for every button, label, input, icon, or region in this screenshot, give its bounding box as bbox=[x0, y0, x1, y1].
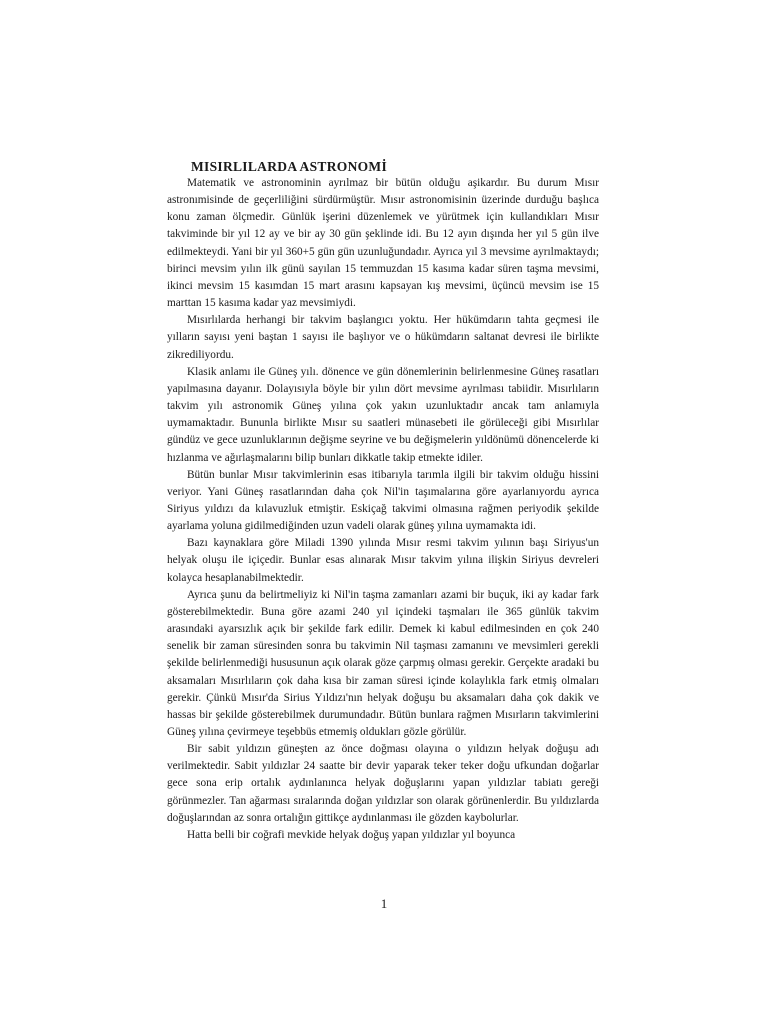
paragraph-7: Bir sabit yıldızın güneşten az önce doğması olayına o yıldızın helyak doğuşu adı verilmektedir. Sabit yıldızlar 24 saatte bir devir yaparak teker teker doğu ufkundan doğarlar gece sona erip ortalık aydınlanınca helyak doğuşlarını yapan yıldızlar tabiatı gereği görünmezler. Tan ağarması sıralarında doğan yıldızlar son olarak görünenlerdir. Bu yıldızlarda doğuşlarından az sonra ortalığın gittikçe aydınlanması ile gözden kaybolurlar. bbox=[167, 743, 599, 824]
paragraph-6: Ayrıca şunu da belirtmeliyiz ki Nil'in taşma zamanları azami bir buçuk, iki ay kadar fark gösterebilmektedir. Buna göre azami 240 yıl içindeki taşmaları ile 365 günlük takvim arasındaki ayarsızlık açık bir şekilde fark edilir. Demek ki kabul edilmesinden en çok 240 senelik bir zaman süresinden sonra bu takvimin Nil taşması zamanını ve mevsimleri gerekli şekilde belirlenmediği hususunun açık olarak göze çarpmış olması gerekir. Gerçekte aradaki bu aksamaları Mısırlıların çok daha kısa bir zaman süresi içinde kolaylıkla fark etmiş olmaları gerekir. Çünkü Mısır'da Sirius Yıldızı'nın helyak doğuşu bu aksamaları daha çok dakik ve hassas bir şekilde gösterebilmek durumundadır. Bütün bunlara rağmen Mısırların takvimlerini Güneş yılına çevirmeye teşebbüs etmemiş oldukları gözle görülür. bbox=[167, 588, 599, 738]
page-number: 1 bbox=[380, 896, 388, 911]
paragraph-4: Bütün bunlar Mısır takvimlerinin esas itibarıyla tarımla ilgili bir takvim olduğu hissini veriyor. Yani Güneş rasatlarından daha çok Nil'in taşımalarına göre ayarlanıyordu ayrıca Siriyus yıldızı da kılavuzluk etmiştir. Eskiçağ takvimi olmasına rağmen periyodik şekilde ayarlama yoluna gidilmediğinden uzun vadeli olarak güneş yılına uymamakta idi. bbox=[167, 468, 599, 533]
paragraph-2: Mısırlılarda herhangi bir takvim başlangıcı yoktu. Her hükümdarın tahta geçmesi ile yılların sayısı yeni baştan 1 sayısı ile başlıyor ve o hükümdarın saltanat devresi ile birlikte zikrediliyordu. bbox=[167, 314, 599, 361]
paragraph-3: Klasik anlamı ile Güneş yılı. dönence ve gün dönemlerinin belirlenmesine Güneş rasatları yapılmasına dayanır. Dolayısıyla böyle bir yılın dört mevsime ayrılması tabiidir. Mısırlıların takvim yılı astronomik Güneş yılına çok yakın uzunluktadır ancak tam anlamıyla uymamaktadır. Bununla birlikte Mısır su saatleri münasebeti ile görüleceği gibi Mısırlılar gündüz ve gece uzunluklarının değişme seyrine ve bu değişmelerin yıldönümü dönencelerde ki hızlanma ve ağırlaşmalarını bilip bunları dikkatle takip etmekte idiler. bbox=[167, 365, 599, 464]
document-body bbox=[167, 158, 599, 844]
paragraph-1: Matematik ve astronominin ayrılmaz bir bütün olduğu aşikardır. Bu durum Mısır astronımisinde de geçerliliğini sürdürmüştür. Mısır astronomisinin üzerinde durduğu başlıca konu zaman ölçmedir. Günlük işerini düzenlemek ve yürütmek için kullandıkları Mısır takviminde bir yıl 12 ay ve bir ay 30 gün şeklinde idi. Bu 12 ayın dışında her yıl 5 gün ilve edilmekteydi. Yani bir yıl 360+5 gün gün uzunluğundadır. Ayrıca yıl 3 mevsime ayrılmaktaydı; birinci mevsim yılın ilk günü sayılan 15 temmuzdan 15 kasıma kadar süren taşma mevsimi, ikinci mevsim 15 kasımdan 15 mart arasını kapsayan kış mevsimi, üçüncü mevsim ise 15 marttan 15 kasıma kadar yaz mevsimiydi. bbox=[167, 177, 599, 310]
document-title: MISIRLILARDA ASTRONOMİ bbox=[191, 159, 388, 174]
paragraph-8: Hatta belli bir coğrafi mevkide helyak doğuş yapan yıldızlar yıl boyunca bbox=[187, 828, 516, 841]
paragraph-5: Bazı kaynaklara göre Miladi 1390 yılında Mısır resmi takvim yılının başı Siriyus'un helyak oluşu ile içiçedir. Bunlar esas alınarak Mısır takvim yılına ilişkin Siriyus devreleri kolayca hesaplanabilmektedir. bbox=[167, 537, 599, 584]
